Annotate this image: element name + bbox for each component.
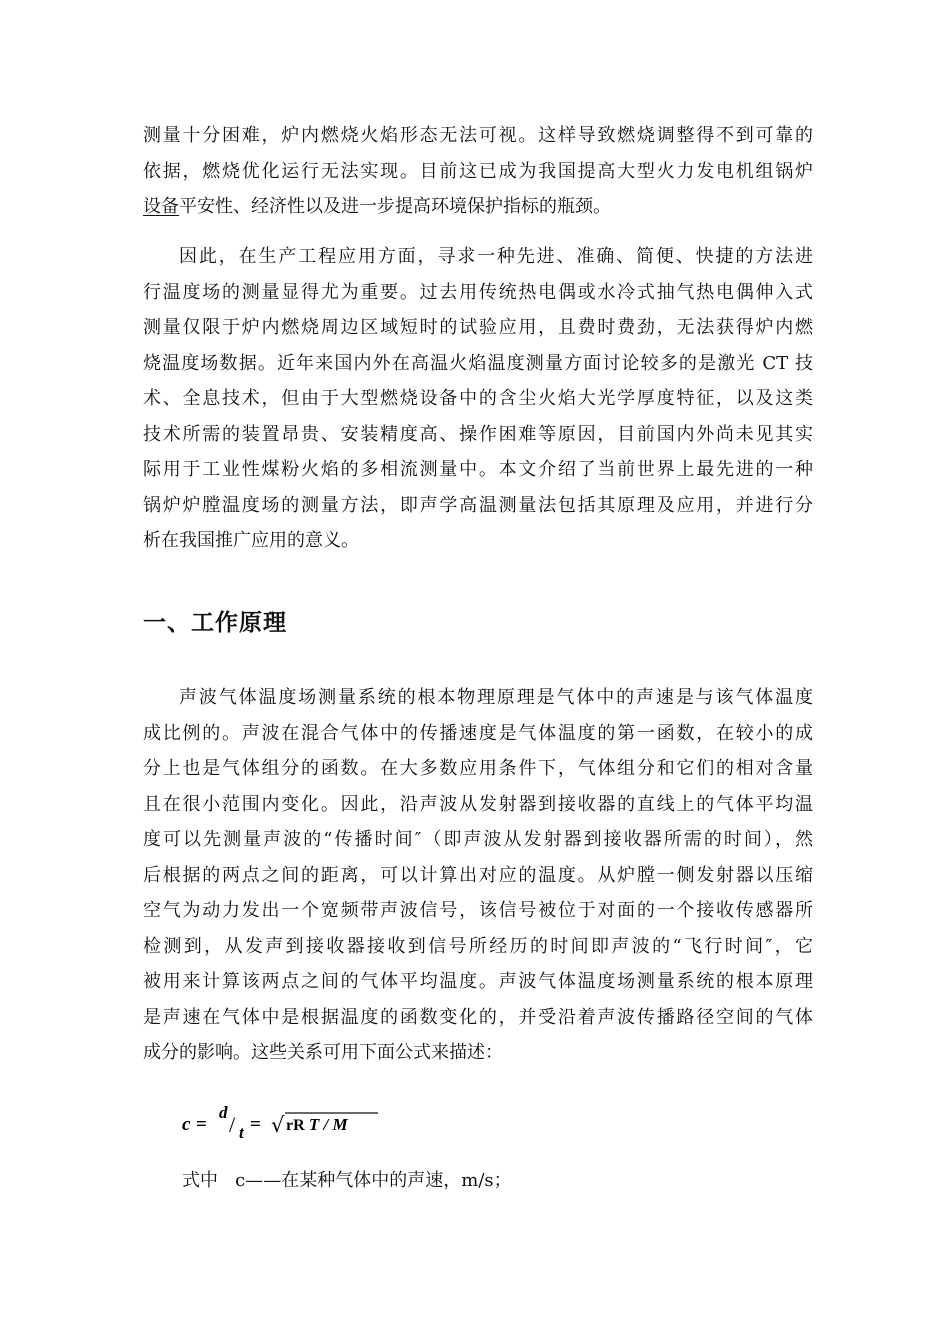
text-line: 分上也是气体组分的函数。在大多数应用条件下，气体组分和它们的相对含量 (143, 758, 813, 779)
text-line: 析在我国推广应用的意义。 (143, 530, 359, 551)
text-line: 测量仅限于炉内燃烧周边区域短时的试验应用，且费时费劲，无法获得炉内燃 (143, 317, 813, 338)
text-line: 术、全息技术，但由于大型燃烧设备中的含尘火焰大光学厚度特征，以及这类 (143, 388, 813, 409)
text-line: 声波气体温度场测量系统的根本物理原理是气体中的声速是与该气体温度 (179, 687, 813, 708)
text-line: 后根据的两点之间的距离，可以计算出对应的温度。从炉膛一侧发射器以压缩 (143, 864, 813, 886)
paragraph-1 (143, 118, 813, 225)
text-line: 测量十分困难，炉内燃烧火焰形态无法可视。这样导致燃烧调整得不到可靠的 (143, 125, 813, 146)
text-line: 技术所需的装置昂贵、安装精度高、操作困难等原因，目前国内外尚未见其实 (143, 423, 813, 445)
radicand-plain: rR (286, 1117, 305, 1134)
text-line: 是声速在气体中是根据温度的函数变化的，并受沿着声波传播路径空间的气体 (143, 1006, 813, 1028)
text-line: 空气为动力发出一个宽频带声波信号，该信号被位于对面的一个接收传感器所 (143, 900, 813, 921)
text-line (143, 189, 813, 225)
text-line: 被用来计算该两点之间的气体平均温度。声波气体温度场测量系统的根本原理 (143, 971, 813, 992)
formula-equals-2: = (250, 1114, 261, 1135)
paragraph-3 (143, 680, 813, 1071)
text-line: 成比例的。声波在混合气体中的传播速度是气体温度的第一函数，在较小的成 (143, 722, 813, 744)
text-line: 际用于工业性煤粉火焰的多相流测量中。本文介绍了当前世界上最先进的一种 (143, 459, 813, 480)
text-line: 且在很小范围内变化。因此，沿声波从发射器到接收器的直线上的气体平均温 (143, 793, 813, 815)
speed-of-sound-formula (182, 1100, 422, 1140)
radicand-italic: T / M (304, 1115, 348, 1134)
paragraph-2 (143, 239, 813, 559)
formula-slash: / (229, 1112, 236, 1137)
text-line: 行温度场的测量显得尤为重要。过去用传统热电偶或水冷式抽气热电偶伸入式 (143, 281, 813, 303)
text-fragment: 平安性、经济性以及进一步提高环境保护指标的瓶颈。 (179, 196, 611, 217)
formula-numerator: d (219, 1103, 228, 1122)
sqrt-sign: √ (271, 1113, 285, 1137)
text-line: 锅炉炉膛温度场的测量方法，即声学高温测量法包括其原理及应用，并进行分 (143, 494, 813, 516)
variable-definition: 式中 c——在某种气体中的声速，m/s； (182, 1170, 512, 1191)
section-heading: 一、工作原理 (143, 610, 287, 636)
text-line: 度可以先测量声波的“传播时间″（即声波从发射器到接收器所需的时间），然 (143, 829, 813, 850)
text-line: 因此，在生产工程应用方面，寻求一种先进、准确、简便、快捷的方法进 (179, 246, 813, 267)
text-line: 检测到，从发声到接收器接收到信号所经历的时间即声波的“飞行时间″，它 (143, 935, 813, 957)
formula-lhs: c (182, 1114, 191, 1135)
formula-denominator: t (239, 1123, 244, 1140)
underlined-word: 设备 (143, 196, 179, 217)
text-line: 依据，燃烧优化运行无法实现。目前这已成为我国提高大型火力发电机组锅炉 (143, 160, 813, 182)
formula-equals-1: = (196, 1114, 207, 1135)
formula-radicand (286, 1115, 349, 1134)
text-line: 烧温度场数据。近年来国内外在高温火焰温度测量方面讨论较多的是激光 CT 技 (143, 352, 813, 374)
text-line: 成分的影响。这些关系可用下面公式来描述： (143, 1042, 503, 1063)
